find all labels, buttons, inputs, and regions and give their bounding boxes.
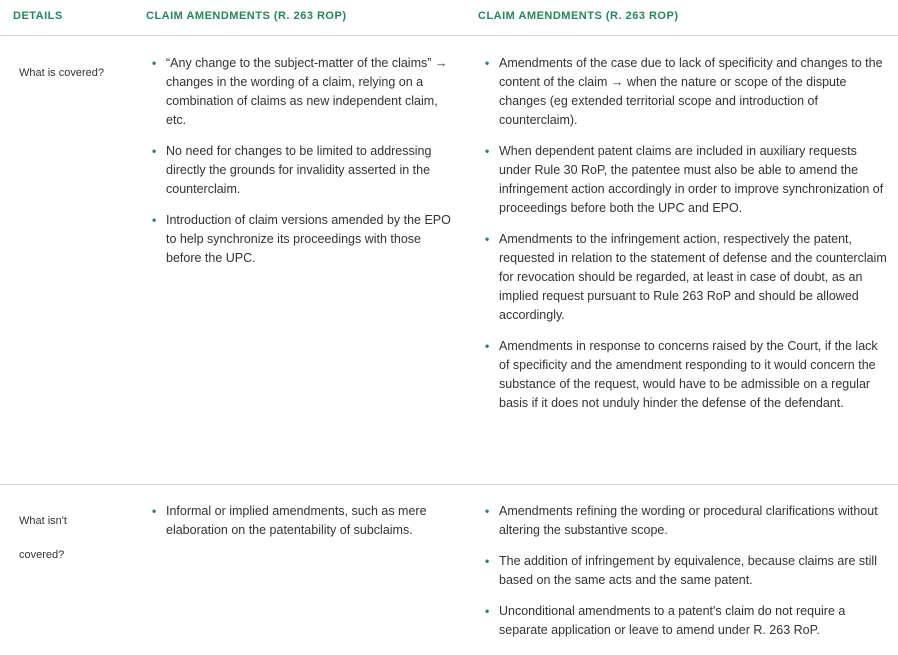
list-item: • “Any change to the subject-matter of the claims” → changes in the wording of a claim, relying on a combination of claims as new independent claim, etc. — [152, 56, 448, 127]
list-item: • Unconditional amendments to a patent's claim do not require a separate application or leave to amend under R. 263 RoP. — [485, 604, 846, 637]
header-details: DETAILS — [13, 10, 63, 22]
list-item: • The addition of infringement by equivalence, because claims are still based on the same acts and the same patent. — [485, 554, 877, 587]
row-not-covered-col2 — [480, 502, 888, 652]
row-divider — [0, 484, 898, 485]
table-header — [0, 0, 898, 36]
bullet-icon: • — [152, 504, 157, 518]
row-label-covered: What is covered? — [19, 67, 104, 79]
header-claim-amendments-1: CLAIM AMENDMENTS (R. 263 ROP) — [146, 10, 347, 22]
bullet-icon: • — [152, 144, 157, 158]
bullet-icon: • — [485, 144, 490, 158]
bullet-icon: • — [152, 56, 157, 70]
row-covered-col1 — [147, 54, 457, 280]
bullet-icon: • — [485, 554, 490, 568]
bullet-icon: • — [485, 56, 490, 70]
list-item: • No need for changes to be limited to addressing directly the grounds for invalidity asserted in the counterclaim. — [152, 144, 432, 196]
list-item: • Introduction of claim versions amended by the EPO to help synchronize its proceedings with those before the UPC. — [152, 213, 451, 265]
list-item: • Amendments of the case due to lack of specificity and changes to the content of the claim → when the nature or scope of the dispute changes (eg extended territorial scope and introduction of counterclaim). — [485, 56, 883, 127]
row-covered-col2 — [480, 54, 888, 425]
list-item: • Informal or implied amendments, such as mere elaboration on the patentability of subclaims. — [152, 504, 427, 537]
bullet-icon: • — [485, 339, 490, 353]
bullet-icon: • — [485, 232, 490, 246]
bullet-icon: • — [485, 604, 490, 618]
list-item: • Amendments refining the wording or procedural clarifications without altering the substantive scope. — [485, 504, 878, 537]
bullet-icon: • — [152, 213, 157, 227]
row-not-covered-col1 — [147, 502, 457, 552]
row-label-not-covered: What isn't covered? — [19, 515, 67, 561]
list-item: • Amendments to the infringement action, respectively the patent, requested in relation to the statement of defense and the counterclaim for revocation should be regarded, at least in case of doubt, as an implied request pursuant to Rule 263 RoP and should be allowed accordingly. — [485, 232, 887, 322]
bullet-icon: • — [485, 504, 490, 518]
header-claim-amendments-2: CLAIM AMENDMENTS (R. 263 ROP) — [478, 10, 679, 22]
list-item: • Amendments in response to concerns raised by the Court, if the lack of specificity and the amendment responding to it would concern the substance of the request, would have to be admissible on a regular basis if it does not unduly hinder the defense of the defendant. — [485, 339, 878, 410]
list-item: • When dependent patent claims are included in auxiliary requests under Rule 30 RoP, the patentee must also be able to amend the infringement action accordingly in order to improve synchronization of proceedings before both the UPC and EPO. — [485, 144, 884, 215]
